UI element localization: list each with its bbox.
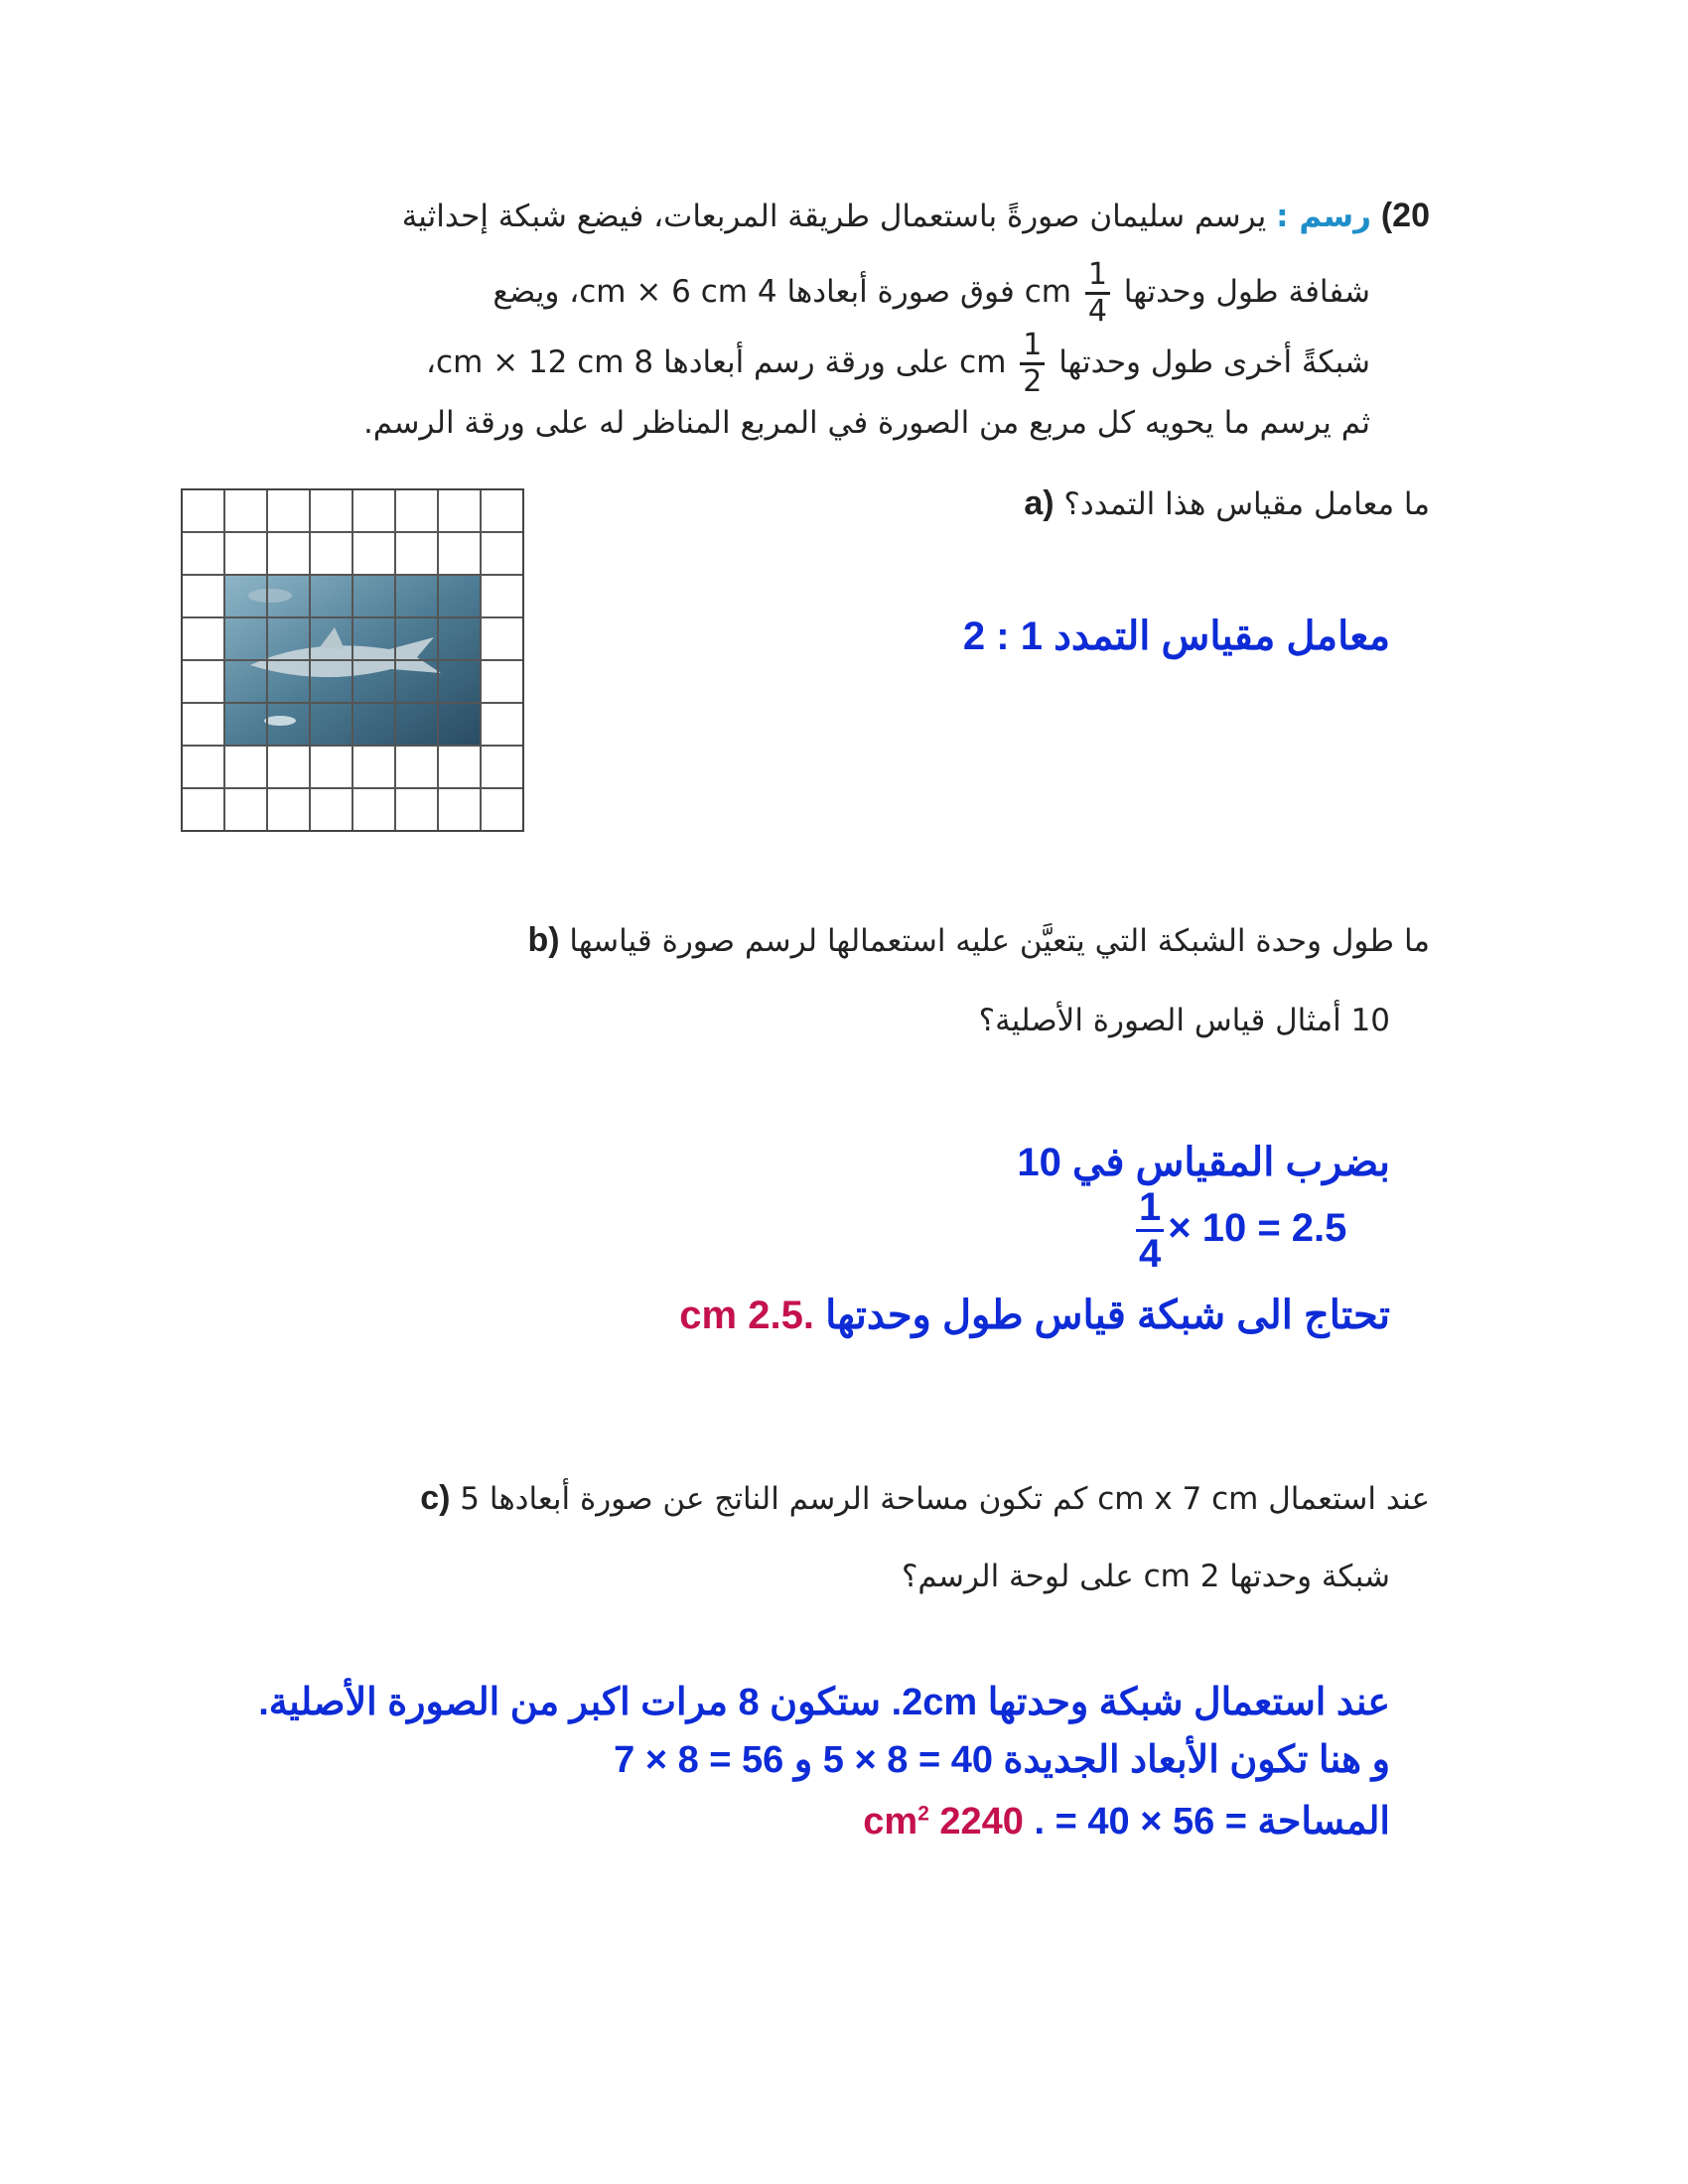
- part-c-answer-value: 2240 $cm^2$: [863, 1801, 1024, 1843]
- shark-photo-grid-icon: [181, 488, 524, 832]
- part-c-question-line-1: c) كم تكون مساحة الرسم الناتج عن صورة أبعادها 5 cm x 7 cm عند استعمال: [420, 1479, 1430, 1517]
- problem-line-3: شبكةً أخرى طول وحدتها $\frac{1}{2}$ cm على ورقة رسم أبعادها 8 cm × 12 cm،: [426, 328, 1370, 399]
- part-b-answer-value: .2.5 cm: [679, 1294, 814, 1337]
- part-c-answer-line-1: عند استعمال شبكة وحدتها 2cm. ستكون 8 مرات اكبر من الصورة الأصلية.: [258, 1682, 1390, 1723]
- calc-fraction: $\frac{1}{4}$: [1136, 1187, 1164, 1274]
- problem-number: 20): [1380, 197, 1430, 234]
- part-c-answer-line-3: المساحة = 56 × 40 = . 2240 $cm^2$: [863, 1801, 1390, 1843]
- part-a-question: a) ما معامل مقياس هذا التمدد؟: [1024, 484, 1430, 522]
- part-c-letter: c): [420, 1479, 451, 1517]
- part-b-calculation: $\frac{1}{4}$ × 10 = 2.5: [1132, 1187, 1346, 1274]
- problem-line-1: [238, 197, 1430, 235]
- part-a-answer: معامل مقياس التمدد 1 : 2: [962, 614, 1390, 658]
- fraction-half: $\frac{1}{2}$: [1020, 331, 1045, 397]
- problem-line-2: شفافة طول وحدتها $\frac{1}{4}$ cm فوق صورة أبعادها 4 cm × 6 cm، ويضع: [492, 257, 1370, 329]
- part-b-question-line-1: b) ما طول وحدة الشبكة التي يتعيَّن عليه استعمالها لرسم صورة قياسها: [527, 921, 1430, 959]
- part-c-answer-line-2: و هنا تكون الأبعاد الجديدة 40 = 8 × 5 و 56 = 8 × 7: [614, 1739, 1390, 1781]
- problem-text-line-1: يرسم سليمان صورةً باستعمال طريقة المربعات، فيضع شبكة إحداثية: [401, 199, 1267, 234]
- part-c-question-line-2: شبكة وحدتها 2 cm على لوحة الرسم؟: [901, 1559, 1390, 1594]
- problem-keyword: رسم :: [1276, 199, 1371, 234]
- fraction-quarter: $\frac{1}{4}$: [1085, 260, 1110, 327]
- part-a-letter: a): [1024, 484, 1055, 522]
- part-b-question-line-2: 10 أمثال قياس الصورة الأصلية؟: [978, 1003, 1390, 1038]
- part-b-letter: b): [527, 921, 560, 959]
- problem-line-4: ثم يرسم ما يحويه كل مربع من الصورة في المربع المناظر له على ورقة الرسم.: [362, 405, 1370, 441]
- part-b-answer-line-3: تحتاج الى شبكة قياس طول وحدتها .2.5 cm: [679, 1294, 1390, 1337]
- part-b-answer-line-1: بضرب المقياس في 10: [1017, 1141, 1390, 1184]
